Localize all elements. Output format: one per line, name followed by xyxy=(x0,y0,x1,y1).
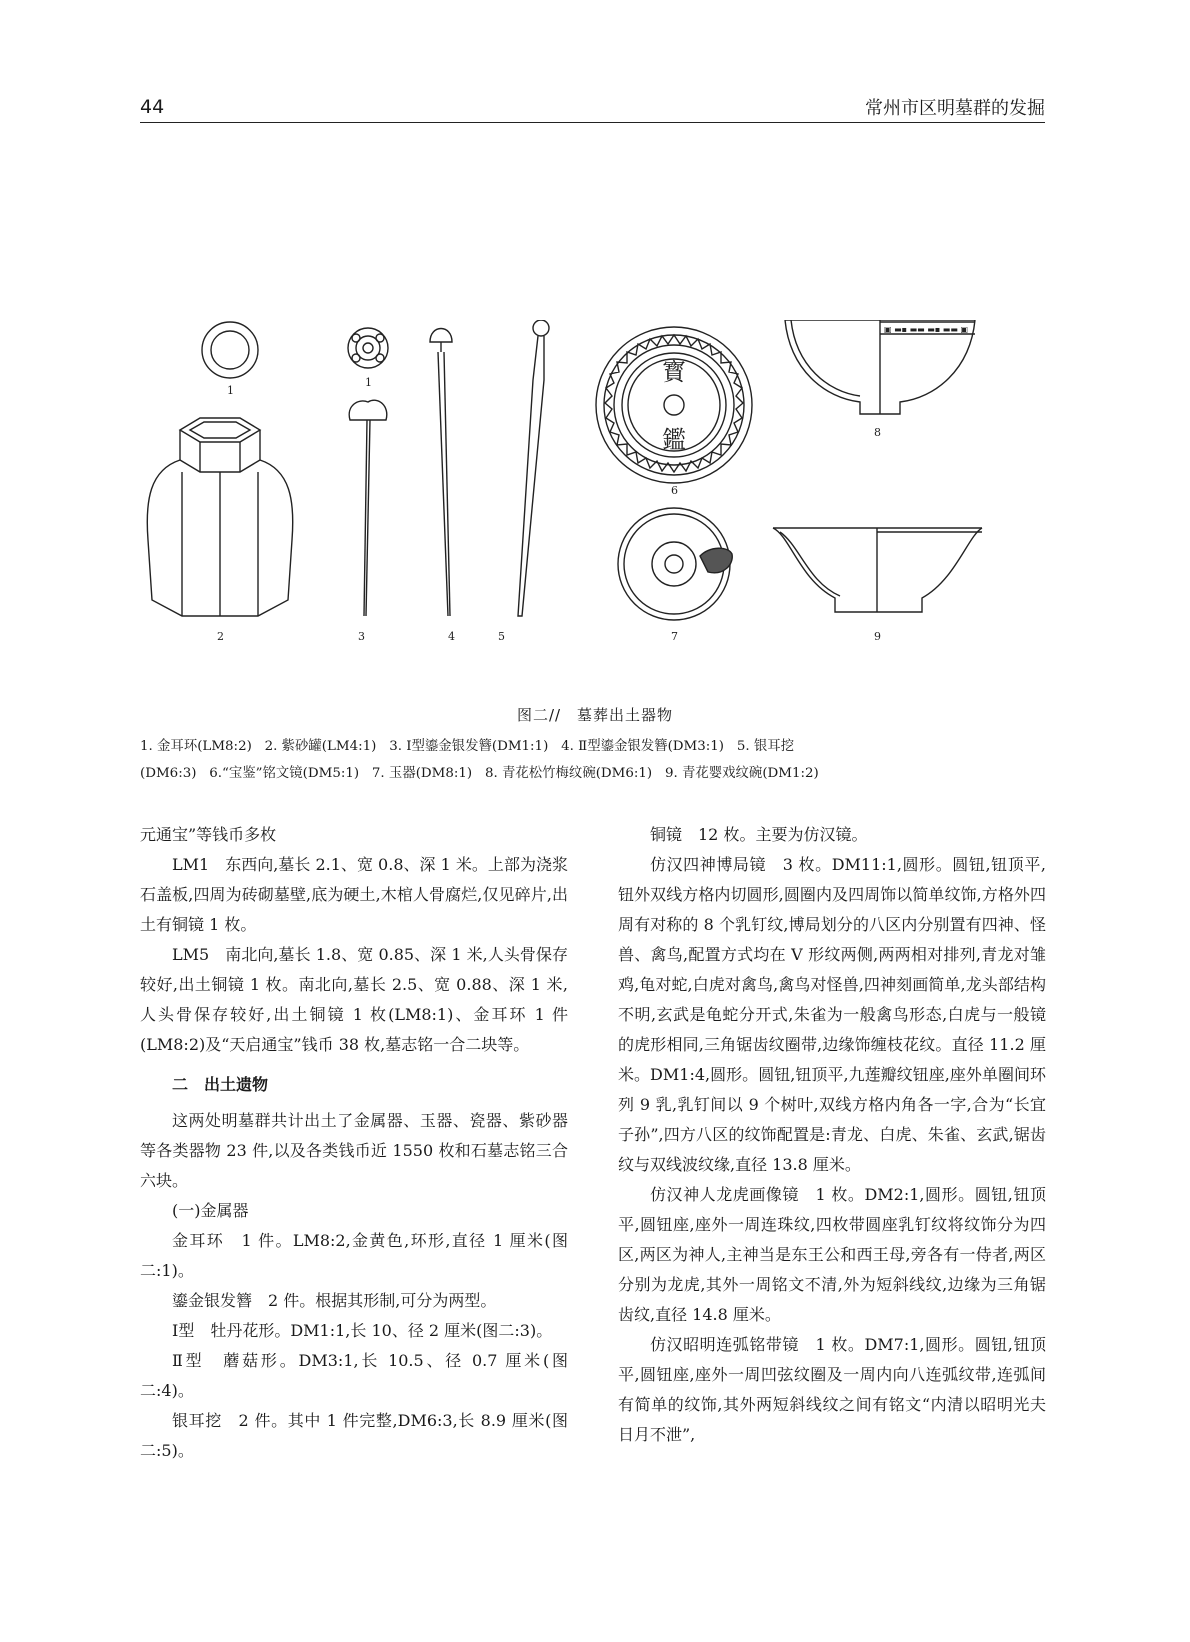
svg-text:鑑: 鑑 xyxy=(662,426,686,454)
legend-item-2: 2. 紫砂罐(LM4:1) xyxy=(264,739,377,754)
child-play-bowl-drawing xyxy=(773,528,982,612)
paragraph: 仿汉四神博局镜 3 枚。DM11:1,圆形。圆钮,钮顶平,钮外双线方格内切圆形,圆圈内及四周饰以简单纹饰,方格外四周有对称的 8 个乳钉纹,博局划分的八区内分别置有四神、怪兽、禽鸟,配置方式均在 V 形纹两侧,两两相对排列,青龙对雏鸡,龟对蛇,白虎对禽鸟,禽鸟对怪兽,四神刻画简单,龙头部结构不明,玄武是龟蛇分开式,朱雀为一般禽鸟形态,白虎与一般镜的虎形相同,三角锯齿纹圈带,边缘饰缠枝花纹。直径 11.2 厘米。DM1:4,圆形。圆钮,钮顶平,九莲瓣纹钮座,座外单圈间环列 9 乳,乳钉间以 9 个树叶,双线方格内角各一字,合为“长宜子孙”,四方八区的纹饰配置是:青龙、白虎、朱雀、玄武,锯齿纹与双线波纹缘,直径 13.8 厘米。 xyxy=(618,855,1046,1174)
page-header xyxy=(140,94,1045,124)
paragraph: 这两处明墓群共计出土了金属器、玉器、瓷器、紫砂器等各类器物 23 件,以及各类钱币近 1550 枚和石墓志铭三合六块。 xyxy=(140,1111,568,1190)
paragraph: LM5 南北向,墓长 1.8、宽 0.85、深 1 米,人头骨保存较好,出土铜镜 1 枚。南北向,墓长 2.5、宽 0.88、深 1 米,人头骨保存较好,出土铜镜 1 枚(LM8:1)、金耳环 1 件(LM8:2)及“天启通宝”钱币 38 枚,墓志铭一合二块等。 xyxy=(140,945,568,1054)
legend-item-6: 6.“宝鉴”铭文镜(DM5:1) xyxy=(209,766,360,781)
silver-earpick-drawing xyxy=(518,320,549,616)
paragraph: 元通宝”等钱币多枚 xyxy=(140,825,277,844)
paragraph: LM1 东西向,墓长 2.1、宽 0.8、深 1 米。上部为浇浆石盖板,四周为砖砌墓壁,底为硬土,木棺人骨腐烂,仅见碎片,出土有铜镜 1 枚。 xyxy=(140,855,568,934)
fig-label-6: 6 xyxy=(671,484,678,497)
paragraph: 仿汉昭明连弧铭带镜 1 枚。DM7:1,圆形。圆钮,钮顶平,圆钮座,座外一周凹弦纹圈及一周内向八连弧纹带,连弧间有简单的纹饰,其外两短斜线纹之间有铭文“内清以昭明光夫日月不泄”, xyxy=(618,1335,1046,1444)
right-column xyxy=(618,820,1046,1450)
svg-text:寳: 寳 xyxy=(662,358,686,386)
fig-label-9: 9 xyxy=(874,630,881,643)
left-column xyxy=(140,820,568,1466)
paragraph: 仿汉神人龙虎画像镜 1 枚。DM2:1,圆形。圆钮,钮顶平,圆钮座,座外一周连珠纹,四枚带圆座乳钉纹将纹饰分为四区,两区为神人,主神当是东王公和西王母,旁各有一侍者,两区分别为龙虎,其外一周铭文不清,外为短斜线纹,边缘为三角锯齿纹,直径 14.8 厘米。 xyxy=(618,1185,1046,1324)
paragraph: Ⅰ型 牡丹花形。DM1:1,长 10、径 2 厘米(图二:3)。 xyxy=(172,1321,553,1340)
subsection-heading: (一)金属器 xyxy=(172,1201,249,1220)
figure-title: 图二// 墓葬出土器物 xyxy=(516,706,674,724)
legend-item-7: 7. 玉器(DM8:1) xyxy=(371,766,473,781)
fig-label-5: 5 xyxy=(498,630,505,643)
paragraph: 鎏金银发簪 2 件。根据其形制,可分为两型。 xyxy=(172,1291,497,1310)
paragraph: 铜镜 12 枚。主要为仿汉镜。 xyxy=(650,825,868,844)
fig-label-1b: 1 xyxy=(365,376,372,389)
hairpin-type2-drawing xyxy=(430,329,452,617)
fig-label-7: 7 xyxy=(671,630,678,643)
svg-text:▣ ▬▪ ▬▬ ▬▪ ▬▬ ▣: ▣ ▬▪ ▬▬ ▬▪ ▬▬ ▣ xyxy=(884,325,969,334)
baojian-mirror-drawing xyxy=(596,327,752,483)
jade-disc-drawing xyxy=(618,508,732,620)
hairpin-type1-drawing xyxy=(349,400,387,616)
paragraph: Ⅱ型 蘑菇形。DM3:1,长 10.5、径 0.7 厘米(图二:4)。 xyxy=(140,1351,568,1400)
paragraph: 金耳环 1 件。LM8:2,金黄色,环形,直径 1 厘米(图二:1)。 xyxy=(140,1231,568,1280)
gold-earring-drawing xyxy=(202,322,258,378)
legend-item-5: 5. 银耳挖 xyxy=(736,739,795,754)
running-title: 常州市区明墓群的发掘 xyxy=(865,98,1045,119)
fig-label-2: 2 xyxy=(217,630,224,643)
legend-item-9: 9. 青花婴戏纹碗(DM1:2) xyxy=(664,766,819,781)
fig-label-8: 8 xyxy=(874,426,881,439)
page-number: 44 xyxy=(140,96,165,118)
legend-item-4: 4. Ⅱ型鎏金银发簪(DM3:1) xyxy=(561,739,725,754)
paragraph: 银耳挖 2 件。其中 1 件完整,DM6:3,长 8.9 厘米(图二:5)。 xyxy=(140,1411,568,1460)
zisha-jar-drawing xyxy=(147,418,293,616)
fig-label-3: 3 xyxy=(358,630,365,643)
fig-label-1a: 1 xyxy=(227,384,234,397)
legend-item-8: 8. 青花松竹梅纹碗(DM6:1) xyxy=(484,766,653,781)
legend-item-5-code: (DM6:3) xyxy=(140,766,197,781)
flower-hairpin-head-drawing xyxy=(348,328,388,368)
fig-label-4: 4 xyxy=(448,630,455,643)
pine-bamboo-plum-bowl-drawing xyxy=(785,320,975,414)
section-heading: 二 出土遗物 xyxy=(172,1075,269,1094)
figure-artifacts xyxy=(140,320,1045,685)
legend-item-3: 3. Ⅰ型鎏金银发簪(DM1:1) xyxy=(389,739,549,754)
legend-item-1: 1. 金耳环(LM8:2) xyxy=(140,739,252,754)
figure-legend xyxy=(140,733,1050,787)
header-rule xyxy=(140,122,1045,123)
